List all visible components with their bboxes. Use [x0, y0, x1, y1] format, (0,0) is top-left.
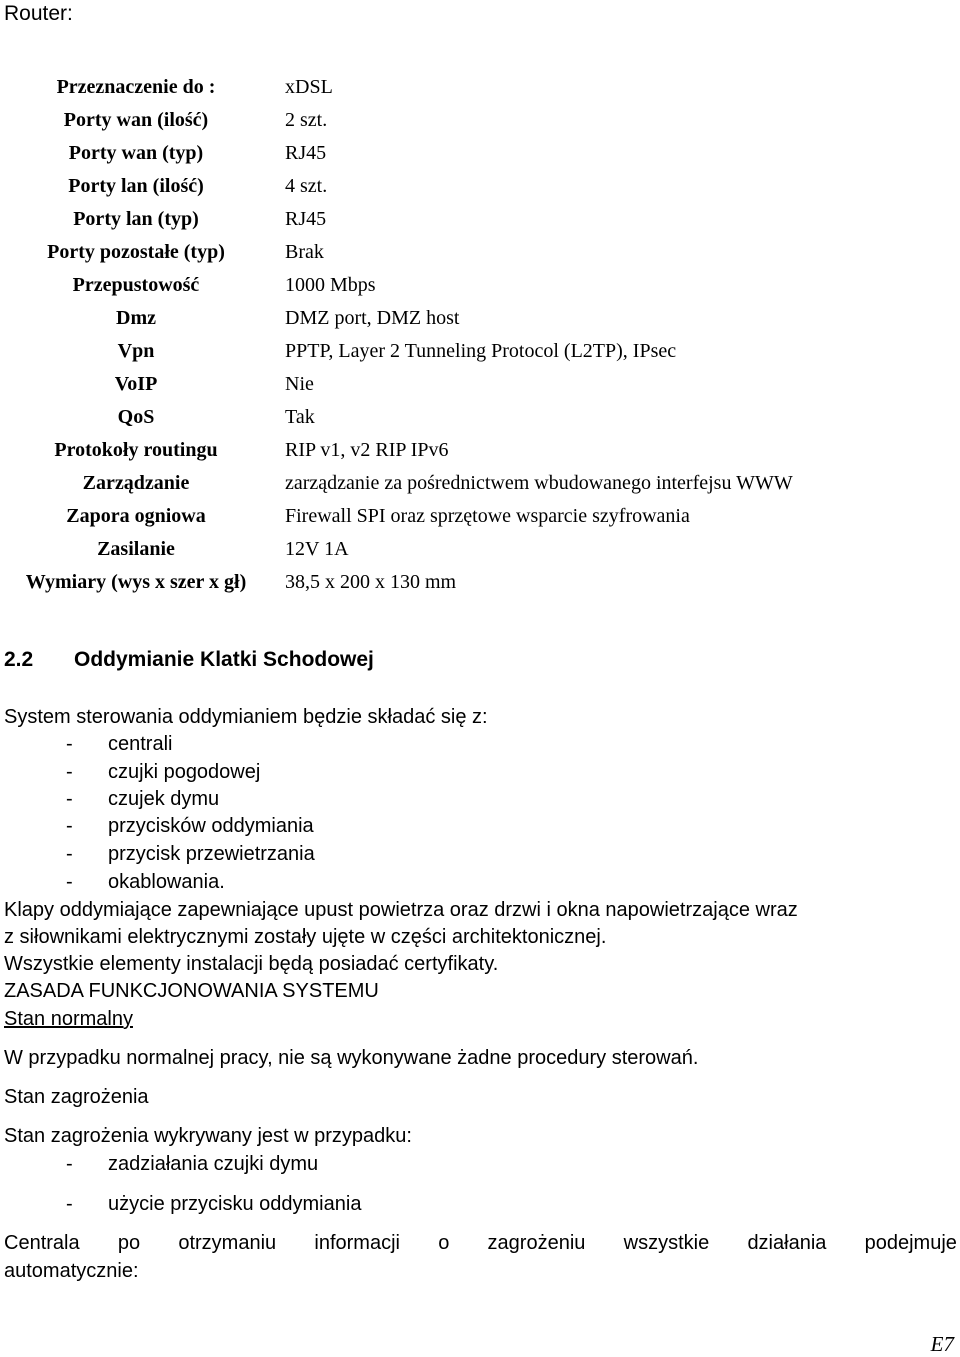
spec-label: Porty lan (ilość) [68, 175, 204, 197]
component-list-item [66, 788, 219, 811]
final-line-word: po [117, 1232, 141, 1254]
spec-value: RJ45 [285, 142, 327, 164]
spec-value: Brak [285, 241, 324, 263]
spec-row [0, 137, 960, 170]
klapy-paragraph-line-1: Klapy oddymiające zapewniające upust powietrza oraz drzwi i okna napowietrzające wraz [4, 899, 798, 921]
spec-value: Firewall SPI oraz sprzętowe wsparcie szyfrowania [285, 505, 690, 527]
klapy-paragraph-line-2: z siłownikami elektrycznymi zostały ujęte w części architektonicznej. [4, 926, 607, 948]
spec-label: Zasilanie [97, 538, 175, 560]
spec-label: Przeznaczenie do : [56, 76, 216, 98]
spec-label: Zapora ogniowa [66, 505, 206, 527]
component-text: przycisk przewietrzania [108, 843, 315, 865]
spec-row [0, 368, 960, 401]
final-line-word: o [438, 1232, 450, 1254]
spec-value: DMZ port, DMZ host [285, 307, 460, 329]
spec-value: Nie [285, 373, 314, 395]
component-text: czujek dymu [108, 788, 220, 810]
spec-value: 4 szt. [285, 175, 328, 197]
spec-row [0, 500, 960, 533]
spec-value: RJ45 [285, 208, 327, 230]
final-line-word: Centrala [4, 1232, 80, 1254]
component-text: okablowania. [108, 871, 225, 893]
threat-trigger-item [66, 1153, 318, 1176]
spec-row [0, 434, 960, 467]
spec-label: Przepustowość [72, 274, 200, 296]
bullet-dash: - [66, 815, 73, 837]
spec-label: Dmz [116, 307, 156, 329]
spec-label: Protokoły routingu [54, 439, 218, 461]
bullet-dash: - [66, 1193, 73, 1215]
spec-row [0, 71, 960, 104]
bullet-dash: - [66, 733, 73, 755]
component-list-item [66, 843, 315, 866]
spec-row [0, 269, 960, 302]
spec-value: 1000 Mbps [285, 274, 376, 296]
spec-label: Porty wan (ilość) [63, 109, 209, 131]
section-number: 2.2 [4, 648, 34, 671]
bullet-dash: - [66, 788, 73, 810]
spec-value: PPTP, Layer 2 Tunneling Protocol (L2TP), IPsec [285, 340, 677, 362]
component-list-item [66, 733, 172, 756]
certification-text: Wszystkie elementy instalacji będą posiadać certyfikaty. [4, 953, 499, 975]
intro-text: System sterowania oddymianiem będzie składać się z: [4, 706, 488, 728]
spec-value: 12V 1A [285, 538, 349, 560]
spec-label: Porty pozostałe (typ) [47, 241, 225, 263]
component-list-item [66, 871, 225, 894]
spec-label: Porty lan (typ) [73, 208, 199, 230]
threat-trigger-text: użycie przycisku oddymiania [108, 1193, 362, 1215]
page-number: E7 [930, 1332, 954, 1356]
router-heading: Router: [4, 2, 73, 25]
spec-value: RIP v1, v2 RIP IPv6 [285, 439, 449, 461]
spec-row [0, 401, 960, 434]
final-line-word: otrzymaniu [178, 1232, 277, 1254]
final-line-word: działania [747, 1232, 827, 1254]
spec-value: zarządzanie za pośrednictwem wbudowanego interfejsu WWW [285, 472, 793, 494]
spec-row [0, 203, 960, 236]
spec-value: xDSL [285, 76, 333, 98]
threat-trigger-text: zadziałania czujki dymu [108, 1153, 319, 1175]
threat-detect-text: Stan zagrożenia wykrywany jest w przypadku: [4, 1125, 412, 1147]
bullet-dash: - [66, 1153, 73, 1175]
router-spec-table [0, 71, 960, 599]
final-line-word: wszystkie [623, 1232, 710, 1254]
spec-label: Vpn [117, 340, 155, 362]
spec-value: Tak [285, 406, 315, 428]
bullet-dash: - [66, 761, 73, 783]
final-paragraph-line-2: automatycznie: [4, 1260, 139, 1282]
section-title-text: Oddymianie Klatki Schodowej [74, 648, 374, 671]
component-list-item [66, 761, 260, 784]
spec-row [0, 533, 960, 566]
component-text: przycisków oddymiania [108, 815, 314, 837]
bullet-dash: - [66, 871, 73, 893]
threat-state-heading: Stan zagrożenia [4, 1086, 149, 1108]
spec-value: 38,5 x 200 x 130 mm [285, 571, 457, 593]
final-line-word: zagrożeniu [487, 1232, 586, 1254]
spec-row [0, 170, 960, 203]
spec-label: Zarządzanie [82, 472, 190, 494]
spec-label: Wymiary (wys x szer x gł) [25, 571, 247, 593]
normal-state-text: W przypadku normalnej pracy, nie są wykonywane żadne procedury sterowań. [4, 1047, 699, 1069]
spec-value: 2 szt. [285, 109, 328, 131]
spec-row [0, 104, 960, 137]
normal-state-heading: Stan normalny [4, 1008, 133, 1030]
spec-row [0, 566, 960, 599]
component-text: czujki pogodowej [108, 761, 261, 783]
spec-row [0, 335, 960, 368]
final-line-word: podejmuje [864, 1232, 957, 1254]
spec-row [0, 236, 960, 269]
spec-row [0, 467, 960, 500]
final-paragraph-line-1 [4, 1232, 957, 1255]
spec-label: Porty wan (typ) [68, 142, 204, 164]
spec-label: QoS [117, 406, 155, 428]
threat-trigger-item [66, 1193, 361, 1216]
component-list-item [66, 815, 314, 838]
spec-row [0, 302, 960, 335]
bullet-dash: - [66, 843, 73, 865]
component-text: centrali [108, 733, 173, 755]
section-title [4, 648, 374, 672]
spec-label: VoIP [114, 373, 158, 395]
final-line-word: informacji [314, 1232, 400, 1254]
principle-heading: ZASADA FUNKCJONOWANIA SYSTEMU [4, 980, 379, 1002]
